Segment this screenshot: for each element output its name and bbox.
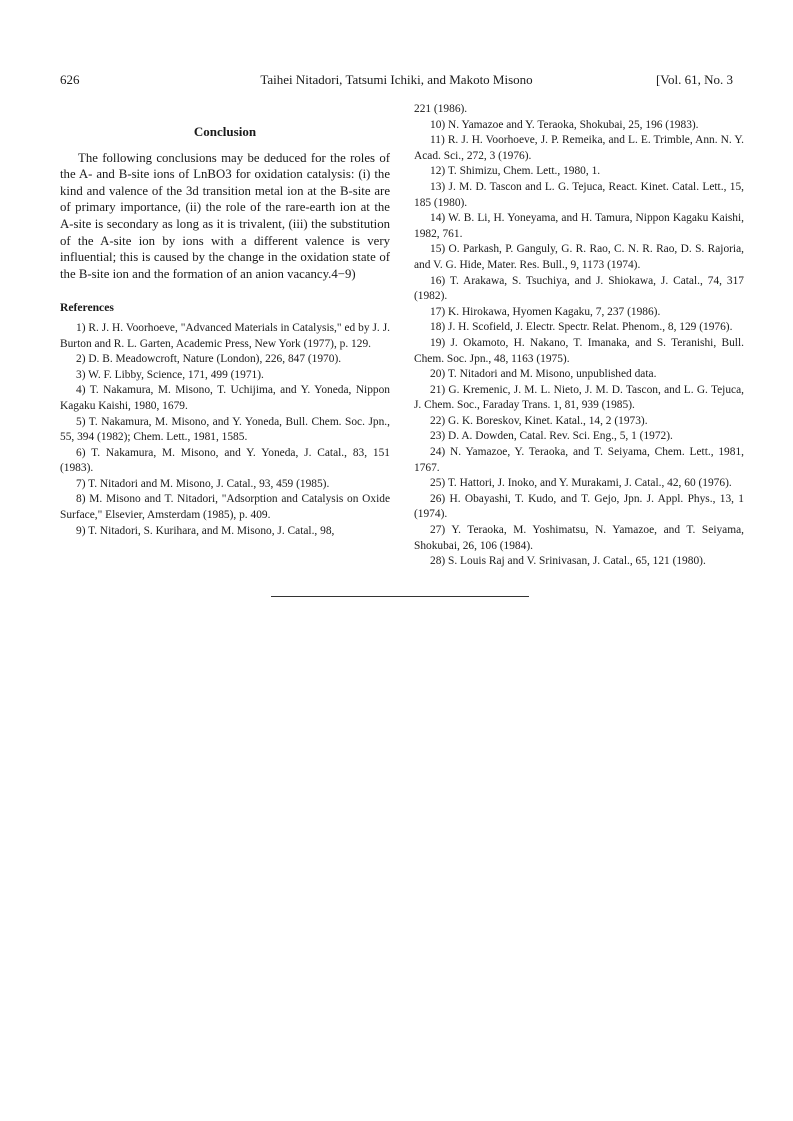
reference-item: 27) Y. Teraoka, M. Yoshimatsu, N. Yamazoe, and T. Seiyama, Shokubai, 26, 106 (1984). [414,524,744,552]
reference-item: 3) W. F. Libby, Science, 171, 499 (1971). [76,368,264,381]
reference-item: 21) G. Kremenic, J. M. L. Nieto, J. M. D. Tascon, and L. G. Tejuca, J. Chem. Soc., Faraday Trans. 1, 81, 939 (1985). [414,383,744,412]
conclusion-heading: Conclusion [193,124,257,139]
reference-item: 1) R. J. H. Voorhoeve, "Advanced Materials in Catalysis," ed by J. J. Burton and R. L. Garten, Academic Press, New York (1977), p. 129. [60,321,390,350]
reference-item: 25) T. Hattori, J. Inoko, and Y. Murakami, J. Catal., 42, 60 (1976). [430,477,732,490]
reference-item: 13) J. M. D. Tascon and L. G. Tejuca, React. Kinet. Catal. Lett., 15, 185 (1980). [414,180,744,209]
reference-item: 5) T. Nakamura, M. Misono, and Y. Yoneda, Bull. Chem. Soc. Jpn., 55, 394 (1982); Chem. Lett., 1981, 1585. [60,415,390,444]
reference-item: 8) M. Misono and T. Nitadori, "Adsorption and Catalysis on Oxide Surface," Elsevier, Amsterdam (1985), p. 409. [60,493,390,522]
reference-item: 20) T. Nitadori and M. Misono, unpublished data. [430,368,657,381]
reference-item: 17) K. Hirokawa, Hyomen Kagaku, 7, 237 (1986). [430,305,661,318]
reference-item: 9) T. Nitadori, S. Kurihara, and M. Misono, J. Catal., 98, [76,524,335,537]
reference-item: 23) D. A. Dowden, Catal. Rev. Sci. Eng., 5, 1 (1972). [430,430,673,443]
left-column [60,102,390,539]
running-title: Taihei Nitadori, Tatsumi Ichiki, and Makoto Misono [260,72,533,87]
right-column [414,102,744,570]
reference-item: 6) T. Nakamura, M. Misono, and Y. Yoneda, J. Catal., 83, 151 (1983). [60,446,390,475]
references-list-right [414,102,744,570]
reference-item: 24) N. Yamazoe, Y. Teraoka, and T. Seiyama, Chem. Lett., 1981, 1767. [414,446,744,474]
page-number: 626 [60,72,80,87]
reference-item: 26) H. Obayashi, T. Kudo, and T. Gejo, Jpn. J. Appl. Phys., 13, 1 (1974). [414,492,744,521]
reference-item: 11) R. J. H. Voorhoeve, J. P. Remeika, and L. E. Trimble, Ann. N. Y. Acad. Sci., 272, 3 (1976). [414,134,744,162]
references-heading: References [60,301,114,315]
reference-item: 22) G. K. Boreskov, Kinet. Katal., 14, 2 (1973). [430,414,648,427]
reference-item: 2) D. B. Meadowcroft, Nature (London), 226, 847 (1970). [76,353,342,366]
reference-item: 12) T. Shimizu, Chem. Lett., 1980, 1. [430,165,601,178]
reference-item: 14) W. B. Li, H. Yoneyama, and H. Tamura, Nippon Kagaku Kaishi, 1982, 761. [414,212,744,240]
reference-item: 16) T. Arakawa, S. Tsuchiya, and J. Shiokawa, J. Catal., 74, 317 (1982). [414,274,744,303]
end-rule [271,596,529,597]
volume-label: [Vol. 61, No. 3 [655,72,733,87]
reference-item: 28) S. Louis Raj and V. Srinivasan, J. Catal., 65, 121 (1980). [430,555,706,568]
reference-item: 7) T. Nitadori and M. Misono, J. Catal., 93, 459 (1985). [76,477,330,490]
references-list-left [60,321,390,539]
reference-item: 15) O. Parkash, P. Ganguly, G. R. Rao, C. N. R. Rao, D. S. Rajoria, and V. G. Hide, Mater. Res. Bull., 9, 1173 (1974). [414,243,744,271]
reference-item: 18) J. H. Scofield, J. Electr. Spectr. Relat. Phenom., 8, 129 (1976). [430,321,733,334]
reference-item: 19) J. Okamoto, H. Nakano, T. Imanaka, and S. Teranishi, Bull. Chem. Soc. Jpn., 48, 1163 (1975). [414,336,744,365]
reference-item: 10) N. Yamazoe and Y. Teraoka, Shokubai, 25, 196 (1983). [430,118,699,131]
reference-item: 221 (1986). [414,103,468,115]
reference-item: 4) T. Nakamura, M. Misono, T. Uchijima, and Y. Yoneda, Nippon Kagaku Kaishi, 1980, 1679. [60,384,390,412]
conclusion-paragraph: The following conclusions may be deduced for the roles of the A- and B-site ions of LnBO3 for oxidation catalysis: (i) the kind and valence of the 3d transition metal ion at the B-site are of primary importance, (ii) the role of the rare-earth ion at the A-site is secondary as long as it is trivalent, (iii) the substitution of the A-site ion by ions with a different valence is very influential; this is caused by the change in the oxidation state of the B-site ion and the formation of an anion vacancy.4−9) [60,150,390,281]
